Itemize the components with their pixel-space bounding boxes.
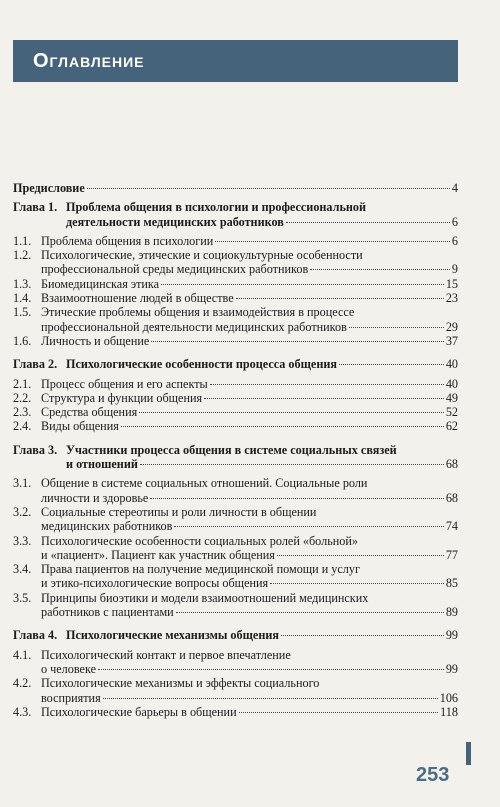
- toc-entry-title: Этические проблемы общения и взаимодействия в процессе: [41, 305, 355, 320]
- toc-entry-title: Психологические механизмы общения: [66, 628, 279, 643]
- toc-entry-number: Глава 1.: [13, 200, 58, 215]
- toc-entry-line: [41, 405, 458, 419]
- toc-entry-body: [41, 291, 458, 305]
- toc-leader-dots: [204, 397, 444, 399]
- toc-page-number: 77: [445, 547, 458, 562]
- toc-section-entry[interactable]: [13, 391, 458, 405]
- toc-entry-title: Общение в системе социальных отношений. Социальные роли: [41, 476, 368, 491]
- toc-spacer: [13, 434, 458, 443]
- section-header-banner: [13, 40, 458, 82]
- toc-chapter-entry[interactable]: [13, 357, 458, 371]
- toc-entry-body: [41, 391, 458, 405]
- toc-leader-dots: [121, 425, 444, 427]
- folio-marker-bar: [466, 742, 471, 765]
- toc-page-number: 89: [445, 605, 458, 620]
- toc-entry-line: [66, 628, 458, 642]
- toc-entry-title: Участники процесса общения в системе социальных связей: [66, 442, 397, 457]
- page-number: 253: [416, 764, 450, 786]
- toc-entry-title: личности и здоровье: [41, 490, 149, 505]
- toc-entry-line: [41, 691, 458, 705]
- toc-entry-title: Психологический контакт и первое впечатление: [41, 647, 291, 662]
- toc-page-number: 6: [451, 233, 458, 248]
- toc-entry-body: [41, 234, 458, 248]
- page-title: Оглавление: [33, 50, 145, 72]
- toc-entry-line: [41, 705, 458, 719]
- toc-entry-line: [41, 676, 458, 690]
- toc-entry-line: [41, 305, 458, 319]
- toc-entry-line: [41, 391, 458, 405]
- toc-entry-body: [41, 676, 458, 705]
- toc-section-entry[interactable]: [13, 505, 458, 534]
- toc-entry-line: [41, 476, 458, 490]
- toc-entry-line: [41, 419, 458, 433]
- toc-section-entry[interactable]: [13, 648, 458, 677]
- toc-entry-number: 1.2.: [13, 248, 32, 263]
- toc-entry-number: 2.3.: [13, 405, 32, 420]
- toc-entry-body: [41, 534, 458, 563]
- toc-entry-title: восприятия: [41, 690, 101, 705]
- toc-section-entry[interactable]: [13, 377, 458, 391]
- toc-chapter-entry[interactable]: [13, 181, 458, 195]
- toc-entry-title: о человеке: [41, 661, 96, 676]
- toc-leader-dots: [215, 240, 450, 242]
- toc-entry-title: Социальные стереотипы и роли личности в общении: [41, 504, 317, 519]
- toc-entry-line: [66, 443, 458, 457]
- toc-entry-line: [41, 277, 458, 291]
- toc-entry-title: профессиональной среды медицинских работников: [41, 262, 309, 277]
- toc-entry-line: [41, 320, 458, 334]
- toc-entry-title: медицинских работников: [41, 519, 173, 534]
- toc-leader-dots: [277, 554, 444, 556]
- toc-entry-line: [41, 234, 458, 248]
- toc-entry-title: профессиональной деятельности медицинских работников: [41, 319, 347, 334]
- toc-entry-line: [41, 534, 458, 548]
- toc-leader-dots: [174, 525, 443, 527]
- toc-leader-dots: [87, 187, 450, 189]
- toc-entry-number: Глава 2.: [13, 357, 58, 372]
- toc-entry-title: Права пациентов на получение медицинской помощи и услуг: [41, 562, 360, 577]
- toc-page-number: 99: [445, 661, 458, 676]
- toc-leader-dots: [239, 711, 439, 713]
- toc-entry-body: [41, 405, 458, 419]
- toc-entry-number: 1.1.: [13, 233, 32, 248]
- toc-entry-title: Психологические механизмы и эффекты социального: [41, 676, 320, 691]
- toc-entry-number: 2.1.: [13, 376, 32, 391]
- toc-entry-title: Психологические барьеры в общении: [41, 704, 237, 719]
- toc-entry-body: [66, 628, 458, 642]
- toc-leader-dots: [176, 611, 444, 613]
- toc-page-number: 29: [445, 319, 458, 334]
- toc-page-number: 68: [445, 457, 458, 472]
- toc-page-number: 68: [445, 490, 458, 505]
- toc-entry-title: Процесс общения и его аспекты: [41, 376, 208, 391]
- toc-entry-title: Виды общения: [41, 419, 119, 434]
- toc-entry-line: [41, 662, 458, 676]
- toc-entry-body: [41, 505, 458, 534]
- toc-entry-number: 3.1.: [13, 476, 32, 491]
- toc-entry-number: 1.3.: [13, 276, 32, 291]
- toc-section-entry[interactable]: [13, 234, 458, 248]
- toc-leader-dots: [286, 221, 450, 223]
- toc-entry-title: Средства общения: [41, 405, 138, 420]
- toc-entry-title: Принципы биоэтики и модели взаимоотношений медицинских: [41, 590, 369, 605]
- toc-section-entry[interactable]: [13, 291, 458, 305]
- toc-entry-number: 4.3.: [13, 704, 32, 719]
- toc-leader-dots: [270, 582, 444, 584]
- toc-entry-title: Предисловие: [13, 181, 85, 195]
- toc-entry-body: [66, 443, 458, 472]
- toc-leader-dots: [98, 668, 444, 670]
- toc-entry-line: [41, 377, 458, 391]
- toc-entry-number: 1.4.: [13, 291, 32, 306]
- toc-chapter-entry[interactable]: [13, 200, 458, 229]
- toc-entry-title: Взаимоотношение людей в обществе: [41, 291, 234, 306]
- toc-page-number: 118: [440, 704, 458, 719]
- toc-entry-number: 4.2.: [13, 676, 32, 691]
- toc-entry-body: [41, 705, 458, 719]
- toc-page-number: 52: [445, 405, 458, 420]
- toc-leader-dots: [161, 283, 444, 285]
- toc-leader-dots: [150, 497, 443, 499]
- toc-entry-line: [13, 181, 458, 195]
- toc-section-entry[interactable]: [13, 419, 458, 433]
- toc-entry-line: [66, 457, 458, 471]
- toc-entry-line: [41, 648, 458, 662]
- toc-entry-number: 2.2.: [13, 390, 32, 405]
- toc-section-entry[interactable]: [13, 534, 458, 563]
- toc-page-number: 49: [445, 390, 458, 405]
- toc-leader-dots: [339, 363, 444, 365]
- toc-page-number: 40: [445, 357, 458, 372]
- toc-page-number: 106: [439, 690, 458, 705]
- toc-entry-number: Глава 4.: [13, 628, 58, 643]
- toc-entry-body: [41, 591, 458, 620]
- toc-entry-body: [13, 181, 458, 195]
- toc-section-entry[interactable]: [13, 705, 458, 719]
- toc-entry-body: [41, 476, 458, 505]
- toc-leader-dots: [151, 340, 444, 342]
- toc-entry-line: [41, 562, 458, 576]
- toc-entry-line: [41, 605, 458, 619]
- toc-entry-title: Психологические особенности социальных ролей «больной»: [41, 533, 358, 548]
- toc-entry-body: [41, 248, 458, 277]
- toc-entry-line: [41, 262, 458, 276]
- toc-chapter-entry[interactable]: [13, 628, 458, 642]
- toc-entry-number: 3.2.: [13, 504, 32, 519]
- toc-entry-line: [41, 491, 458, 505]
- toc-entry-body: [41, 334, 458, 348]
- toc-entry-body: [41, 277, 458, 291]
- toc-entry-number: 4.1.: [13, 647, 32, 662]
- toc-section-entry[interactable]: [13, 248, 458, 277]
- toc-entry-title: Проблема общения в психологии: [41, 233, 214, 248]
- toc-entry-number: 2.4.: [13, 419, 32, 434]
- toc-section-entry[interactable]: [13, 405, 458, 419]
- toc-leader-dots: [140, 463, 444, 465]
- toc-entry-title: Психологические, этические и социокультурные особенности: [41, 248, 363, 263]
- toc-section-entry[interactable]: [13, 334, 458, 348]
- toc-entry-line: [41, 591, 458, 605]
- toc-page-number: 62: [445, 419, 458, 434]
- toc-entry-body: [41, 648, 458, 677]
- toc-entry-title: Психологические особенности процесса общения: [66, 357, 337, 372]
- toc-spacer: [13, 348, 458, 357]
- toc-page-number: 23: [445, 291, 458, 306]
- toc-entry-number: 3.3.: [13, 533, 32, 548]
- toc-entry-number: 1.5.: [13, 305, 32, 320]
- toc-section-entry[interactable]: [13, 591, 458, 620]
- toc-entry-line: [41, 576, 458, 590]
- toc-leader-dots: [349, 326, 444, 328]
- toc-entry-body: [41, 305, 458, 334]
- toc-page-number: 99: [445, 628, 458, 643]
- toc-entry-title: Биомедицинская этика: [41, 276, 160, 291]
- toc-entry-body: [41, 419, 458, 433]
- toc-page-number: 9: [451, 262, 458, 277]
- toc-entry-body: [41, 377, 458, 391]
- toc-section-entry[interactable]: [13, 476, 458, 505]
- toc-entry-title: и отношений: [66, 457, 138, 472]
- toc-leader-dots: [210, 383, 444, 385]
- toc-entry-number: Глава 3.: [13, 442, 58, 457]
- toc-entry-line: [41, 248, 458, 262]
- toc-entry-title: и этико-психологические вопросы общения: [41, 576, 269, 591]
- toc-entry-title: и «пациент». Пациент как участник общения: [41, 547, 275, 562]
- toc-page-number: 37: [445, 333, 458, 348]
- toc-entry-line: [66, 357, 458, 371]
- toc-page-number: 74: [445, 519, 458, 534]
- toc-entry-number: 3.5.: [13, 590, 32, 605]
- toc-entry-line: [41, 548, 458, 562]
- toc-section-entry[interactable]: [13, 305, 458, 334]
- toc-entry-number: 1.6.: [13, 333, 32, 348]
- toc-leader-dots: [236, 297, 444, 299]
- toc-entry-line: [66, 215, 458, 229]
- toc-section-entry[interactable]: [13, 562, 458, 591]
- toc-entry-line: [41, 334, 458, 348]
- toc-leader-dots: [139, 411, 444, 413]
- toc-entry-body: [66, 200, 458, 229]
- toc-entry-body: [41, 562, 458, 591]
- toc-entry-line: [66, 200, 458, 214]
- toc-entry-line: [41, 291, 458, 305]
- toc-entry-title: Проблема общения в психологии и профессиональной: [66, 200, 367, 215]
- toc-spacer: [13, 619, 458, 628]
- toc-entry-title: Структура и функции общения: [41, 390, 203, 405]
- table-of-contents: [13, 181, 458, 719]
- toc-page-number: 6: [451, 214, 458, 229]
- toc-entry-line: [41, 519, 458, 533]
- toc-page-number: 4: [451, 181, 458, 195]
- toc-entry-title: работников с пациентами: [41, 605, 174, 620]
- toc-leader-dots: [281, 634, 444, 636]
- toc-entry-line: [41, 505, 458, 519]
- toc-page-number: 85: [445, 576, 458, 591]
- toc-leader-dots: [310, 268, 450, 270]
- toc-leader-dots: [103, 697, 438, 699]
- toc-entry-title: деятельности медицинских работников: [66, 214, 284, 229]
- toc-page-number: 40: [445, 376, 458, 391]
- toc-page-number: 15: [445, 276, 458, 291]
- toc-entry-number: 3.4.: [13, 562, 32, 577]
- toc-entry-title: Личность и общение: [41, 333, 150, 348]
- toc-section-entry[interactable]: [13, 676, 458, 705]
- toc-chapter-entry[interactable]: [13, 443, 458, 472]
- toc-section-entry[interactable]: [13, 277, 458, 291]
- toc-entry-body: [66, 357, 458, 371]
